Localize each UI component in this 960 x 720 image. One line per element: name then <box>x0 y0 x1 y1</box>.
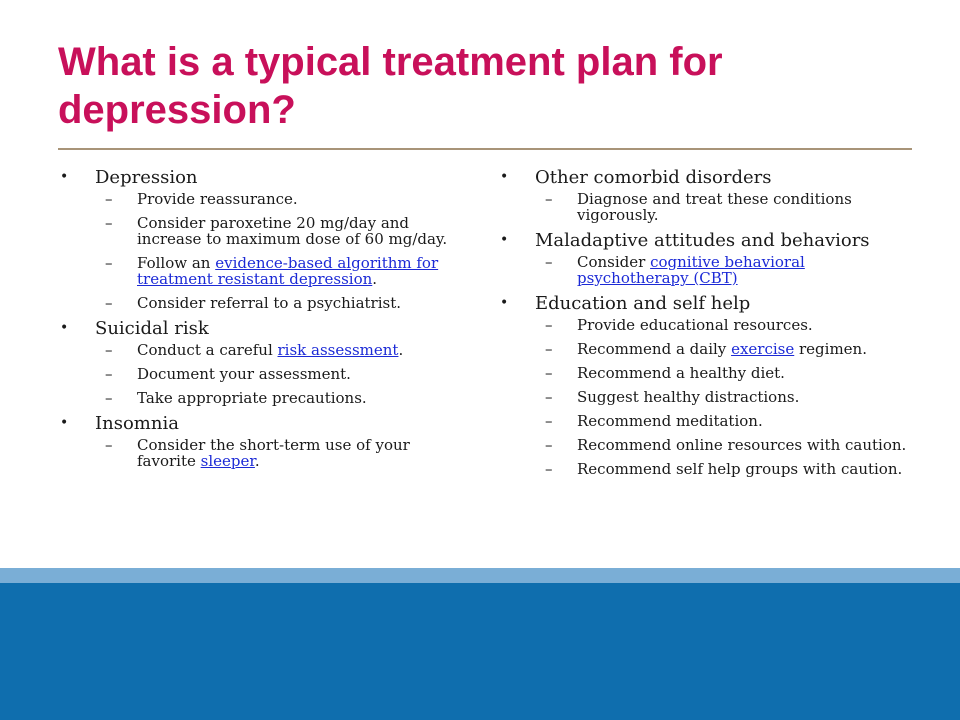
bullet-marker: • <box>60 169 69 185</box>
dash-marker: – <box>105 341 113 359</box>
dash-marker: – <box>545 388 553 406</box>
sub-item <box>535 413 910 429</box>
paroxetine-text: Consider paroxetine 20 mg/day and increase to maximum dose of 60 mg/day. <box>137 214 448 248</box>
sub-item <box>95 342 470 358</box>
dash-marker: – <box>545 253 553 271</box>
bullet-education <box>500 294 910 477</box>
dash-marker: – <box>545 316 553 334</box>
sub-item <box>535 254 910 286</box>
bullet-marker: • <box>500 169 509 185</box>
sub-item <box>535 341 910 357</box>
footer-band-dark <box>0 583 960 720</box>
self-help-groups-text: Recommend self help groups with caution. <box>577 460 903 478</box>
sub-item <box>95 191 470 207</box>
bullet-marker: • <box>60 415 69 431</box>
online-resources-text: Recommend online resources with caution. <box>577 436 907 454</box>
sub-item <box>95 437 470 469</box>
treatment-resistant-algorithm-link[interactable]: evidence-based algorithm for treatment resistant depression <box>137 254 439 288</box>
bullet-comorbid <box>500 168 910 223</box>
sub-item <box>535 389 910 405</box>
education-heading: Education and self help <box>535 293 751 314</box>
distractions-text: Suggest healthy distractions. <box>577 388 800 406</box>
exercise-text-post: regimen. <box>794 340 867 358</box>
diagnose-text: Diagnose and treat these conditions vigorously. <box>577 190 852 224</box>
risk-assessment-link[interactable]: risk assessment <box>277 341 399 359</box>
sub-item <box>95 215 470 247</box>
suicidal-risk-heading: Suicidal risk <box>95 318 209 339</box>
referral-text: Consider referral to a psychiatrist. <box>137 294 402 312</box>
title-divider <box>58 148 912 150</box>
precautions-text: Take appropriate precautions. <box>137 389 367 407</box>
left-column <box>60 168 470 477</box>
sleeper-text-post: . <box>254 452 260 470</box>
sub-item <box>95 390 470 406</box>
depression-heading: Depression <box>95 167 198 188</box>
follow-text-post: . <box>372 270 378 288</box>
sub-item <box>535 317 910 333</box>
dash-marker: – <box>105 190 113 208</box>
follow-text-pre: Follow an <box>137 254 216 272</box>
footer-band-light <box>0 568 960 583</box>
dash-marker: – <box>105 365 113 383</box>
bullet-marker: • <box>500 232 509 248</box>
exercise-link[interactable]: exercise <box>731 340 795 358</box>
comorbid-heading: Other comorbid disorders <box>535 167 772 188</box>
sub-item <box>535 461 910 477</box>
bullet-depression <box>60 168 470 311</box>
dash-marker: – <box>105 254 113 272</box>
dash-marker: – <box>105 294 113 312</box>
cbt-text-pre: Consider <box>577 253 651 271</box>
bullet-marker: • <box>500 295 509 311</box>
cbt-link[interactable]: cognitive behavioral psychotherapy (CBT) <box>577 253 805 287</box>
dash-marker: – <box>105 214 113 232</box>
insomnia-heading: Insomnia <box>95 413 179 434</box>
sleeper-link[interactable]: sleeper <box>200 452 255 470</box>
dash-marker: – <box>545 412 553 430</box>
exercise-text-pre: Recommend a daily <box>577 340 732 358</box>
dash-marker: – <box>545 190 553 208</box>
sub-item <box>95 295 470 311</box>
dash-marker: – <box>545 364 553 382</box>
bullet-marker: • <box>60 320 69 336</box>
sub-item <box>535 365 910 381</box>
bullet-maladaptive <box>500 231 910 286</box>
sleeper-text-pre: Consider the short-term use of your favorite <box>137 436 410 470</box>
dash-marker: – <box>105 389 113 407</box>
sub-item <box>95 255 470 287</box>
slide-title: What is a typical treatment plan for depression? <box>58 40 723 132</box>
meditation-text: Recommend meditation. <box>577 412 763 430</box>
healthy-diet-text: Recommend a healthy diet. <box>577 364 785 382</box>
conduct-text-pre: Conduct a careful <box>137 341 278 359</box>
maladaptive-heading: Maladaptive attitudes and behaviors <box>535 230 870 251</box>
conduct-text-post: . <box>398 341 404 359</box>
dash-marker: – <box>105 436 113 454</box>
sub-item <box>535 191 910 223</box>
dash-marker: – <box>545 436 553 454</box>
document-text: Document your assessment. <box>137 365 351 383</box>
dash-marker: – <box>545 460 553 478</box>
right-column <box>500 168 910 485</box>
bullet-insomnia <box>60 414 470 469</box>
reassurance-text: Provide reassurance. <box>137 190 298 208</box>
sub-item <box>95 366 470 382</box>
educational-resources-text: Provide educational resources. <box>577 316 813 334</box>
dash-marker: – <box>545 340 553 358</box>
sub-item <box>535 437 910 453</box>
bullet-suicidal-risk <box>60 319 470 406</box>
